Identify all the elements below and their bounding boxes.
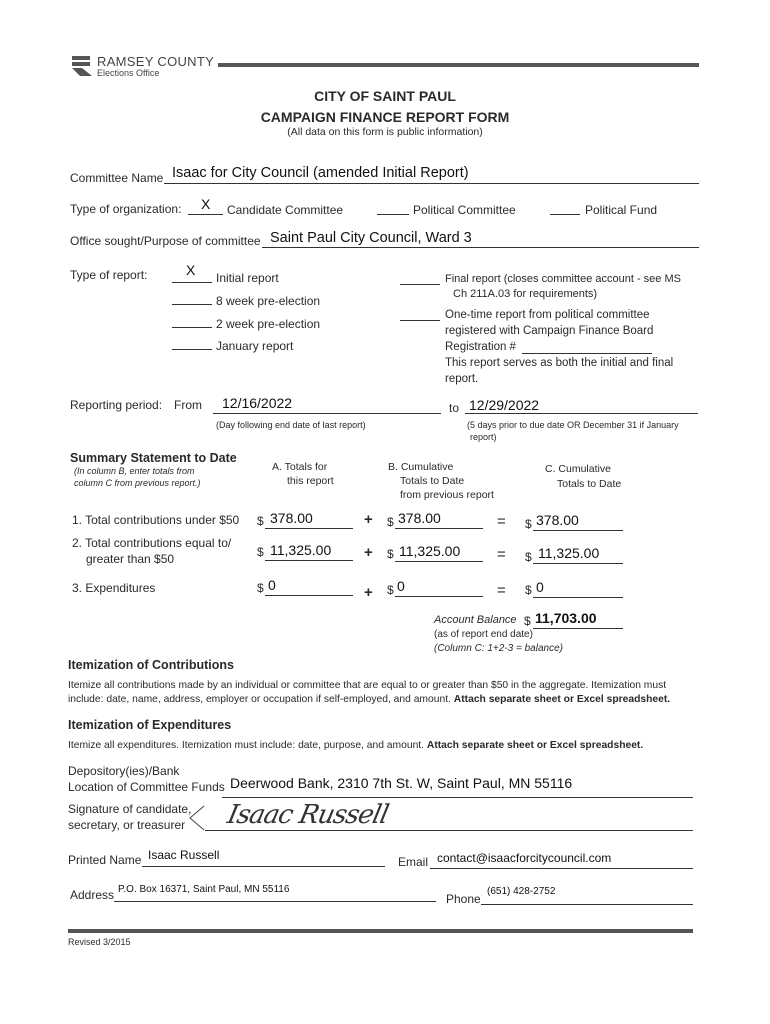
elections-office: Elections Office <box>97 68 160 78</box>
report-type-label: Type of report: <box>70 268 148 282</box>
org-type-label: Type of organization: <box>70 202 182 216</box>
col-b-head-1: B. Cumulative <box>388 461 454 473</box>
january-label: January report <box>216 339 294 353</box>
row1-c-value[interactable]: 378.00 <box>536 512 579 528</box>
onetime-label-1: One-time report from political committee <box>445 309 650 321</box>
period-to-note-1: (5 days prior to due date OR December 31 if January <box>467 420 679 430</box>
col-c-head-1: C. Cumulative <box>545 463 611 475</box>
row1-c-line <box>533 530 623 531</box>
balance-line <box>533 628 623 629</box>
org-fund-line[interactable] <box>550 214 580 215</box>
row2-label-2: greater than $50 <box>86 552 175 566</box>
committee-name-label: Committee Name <box>70 171 164 185</box>
week2-line[interactable] <box>172 327 212 328</box>
col-a-head-1: A. Totals for <box>272 461 328 473</box>
onetime-label-4: This report serves as both the initial and final <box>445 357 674 369</box>
office-label: Office sought/Purpose of committee <box>70 234 261 248</box>
contrib-text-2 <box>68 694 670 705</box>
printed-name-line <box>142 866 385 867</box>
registration-line[interactable] <box>522 353 652 354</box>
row3-label: 3. Expenditures <box>72 581 156 595</box>
contrib-text-2b: Attach separate sheet or Excel spreadsheet. <box>453 694 671 705</box>
balance-label: Account Balance <box>434 614 517 626</box>
row2-plus: + <box>364 544 373 561</box>
period-to-label: to <box>449 401 460 415</box>
form-title: CAMPAIGN FINANCE REPORT FORM <box>260 109 510 125</box>
row3-b-currency: $ <box>387 583 394 597</box>
row2-b-currency: $ <box>387 547 394 561</box>
week2-label: 2 week pre-election <box>216 317 321 331</box>
row1-a-line <box>265 528 353 529</box>
row2-label-1: 2. Total contributions equal to/ <box>72 536 232 550</box>
row3-c-line <box>533 597 623 598</box>
phone-label: Phone <box>446 892 481 906</box>
row3-b-line <box>395 596 483 597</box>
row2-equals: = <box>497 546 506 563</box>
row3-a-currency: $ <box>257 581 264 595</box>
row3-a-value[interactable]: 0 <box>268 577 276 593</box>
row2-b-value[interactable]: 11,325.00 <box>399 543 461 559</box>
row2-a-line <box>265 560 353 561</box>
period-from-note: (Day following end date of last report) <box>216 420 366 430</box>
exp-title: Itemization of Expenditures <box>68 718 232 732</box>
week8-label: 8 week pre-election <box>216 294 321 308</box>
row1-b-value[interactable]: 378.00 <box>398 510 441 526</box>
balance-note-2: (Column C: 1+2-3 = balance) <box>434 643 563 654</box>
row1-label: 1. Total contributions under $50 <box>72 513 240 527</box>
county-logo-icon <box>72 56 94 76</box>
phone-line <box>481 904 693 905</box>
org-fund-label: Political Fund <box>585 203 658 217</box>
signature-bracket-icon <box>186 805 208 831</box>
city-title: CITY OF SAINT PAUL <box>314 88 456 104</box>
row2-c-line <box>533 563 623 564</box>
address-label: Address <box>70 888 115 902</box>
onetime-label-3: Registration # <box>445 341 516 353</box>
signature-value[interactable]: Isaac Russell <box>224 800 391 830</box>
contrib-title: Itemization of Contributions <box>68 658 234 672</box>
footer-rule <box>68 929 693 933</box>
col-b-head-2: Totals to Date <box>400 475 465 487</box>
initial-line <box>172 282 212 283</box>
row2-a-currency: $ <box>257 545 264 559</box>
summary-title: Summary Statement to Date <box>70 451 237 465</box>
summary-instr-1: (In column B, enter totals from <box>74 466 195 476</box>
row1-equals: = <box>497 513 506 530</box>
header-rule <box>218 63 699 67</box>
org-candidate-label: Candidate Committee <box>227 203 344 217</box>
signature-label-1: Signature of candidate, <box>68 802 192 816</box>
org-political-label: Political Committee <box>413 203 516 217</box>
signature-label-2: secretary, or treasurer <box>68 818 186 832</box>
row2-c-currency: $ <box>525 550 532 564</box>
row3-c-value[interactable]: 0 <box>536 579 544 595</box>
period-to-line <box>465 413 698 414</box>
period-label: Reporting period: <box>70 398 163 412</box>
phone-value[interactable]: (651) 428-2752 <box>487 886 556 897</box>
row3-a-line <box>265 595 353 596</box>
depository-value[interactable]: Deerwood Bank, 2310 7th St. W, Saint Paul, MN 55116 <box>230 775 573 791</box>
onetime-label-5: report. <box>445 373 479 385</box>
row1-b-currency: $ <box>387 515 394 529</box>
initial-mark[interactable]: X <box>186 262 196 278</box>
row3-plus: + <box>364 584 373 601</box>
public-note: (All data on this form is public information) <box>287 126 483 138</box>
summary-instr-2: column C from previous report.) <box>74 478 201 488</box>
depository-line <box>222 797 693 798</box>
row3-equals: = <box>497 582 506 599</box>
period-to-value[interactable]: 12/29/2022 <box>469 397 540 413</box>
row1-a-currency: $ <box>257 514 264 528</box>
email-label: Email <box>398 855 429 869</box>
final-label-2: Ch 211A.03 for requirements) <box>453 288 598 300</box>
row3-b-value[interactable]: 0 <box>397 578 405 594</box>
office-value[interactable]: Saint Paul City Council, Ward 3 <box>270 230 472 246</box>
balance-note-1: (as of report end date) <box>434 629 533 640</box>
row2-a-value[interactable]: 11,325.00 <box>270 542 332 558</box>
row1-a-value[interactable]: 378.00 <box>270 510 313 526</box>
revised-date: Revised 3/2015 <box>68 937 131 947</box>
email-value[interactable]: contact@isaacforcitycouncil.com <box>437 851 612 865</box>
contrib-text-1: Itemize all contributions made by an individual or committee that are equal to or greater than $50 in the aggregate. Itemization must <box>68 680 667 691</box>
org-candidate-line <box>188 214 223 215</box>
row1-plus: + <box>364 511 373 528</box>
signature-line <box>205 830 693 831</box>
exp-text <box>68 740 643 751</box>
exp-text-b: Attach separate sheet or Excel spreadsheet. <box>426 740 644 751</box>
onetime-label-2: registered with Campaign Finance Board <box>445 325 654 337</box>
final-label-1: Final report (closes committee account - see MS <box>445 273 681 285</box>
january-line[interactable] <box>172 349 212 350</box>
onetime-line[interactable] <box>400 320 440 321</box>
row2-c-value[interactable]: 11,325.00 <box>538 545 600 561</box>
contrib-text-2a: include: date, name, address, employer or occupation if self-employed, and amount. <box>68 694 451 705</box>
period-from-line <box>213 413 441 414</box>
initial-label: Initial report <box>216 271 279 285</box>
committee-name-line <box>164 183 699 184</box>
address-value[interactable]: P.O. Box 16371, Saint Paul, MN 55116 <box>118 884 290 895</box>
row1-c-currency: $ <box>525 517 532 531</box>
printed-name-label: Printed Name <box>68 853 142 867</box>
col-b-head-3: from previous report <box>400 489 494 501</box>
balance-currency: $ <box>524 614 531 628</box>
col-c-head-2: Totals to Date <box>557 478 622 490</box>
office-line <box>262 247 699 248</box>
week8-line[interactable] <box>172 304 212 305</box>
printed-name-value[interactable]: Isaac Russell <box>148 848 220 862</box>
address-line <box>114 901 436 902</box>
row1-b-line <box>395 528 483 529</box>
period-from-value[interactable]: 12/16/2022 <box>222 395 293 411</box>
org-political-line[interactable] <box>377 214 409 215</box>
row2-b-line <box>395 561 483 562</box>
col-a-head-2: this report <box>287 475 334 487</box>
committee-name-value[interactable]: Isaac for City Council (amended Initial Report) <box>172 165 469 181</box>
email-line <box>430 868 693 869</box>
org-candidate-mark[interactable]: X <box>201 196 211 212</box>
final-line[interactable] <box>400 284 440 285</box>
row3-c-currency: $ <box>525 583 532 597</box>
exp-text-a: Itemize all expenditures. Itemization must include: date, purpose, and amount. <box>68 740 425 751</box>
balance-value[interactable]: 11,703.00 <box>535 610 597 626</box>
depository-label-1: Depository(ies)/Bank <box>68 764 180 778</box>
depository-label-2: Location of Committee Funds <box>68 780 225 794</box>
period-from-label: From <box>174 398 202 412</box>
county-name: RAMSEY COUNTY <box>97 54 215 69</box>
period-to-note-2: report) <box>470 432 497 442</box>
